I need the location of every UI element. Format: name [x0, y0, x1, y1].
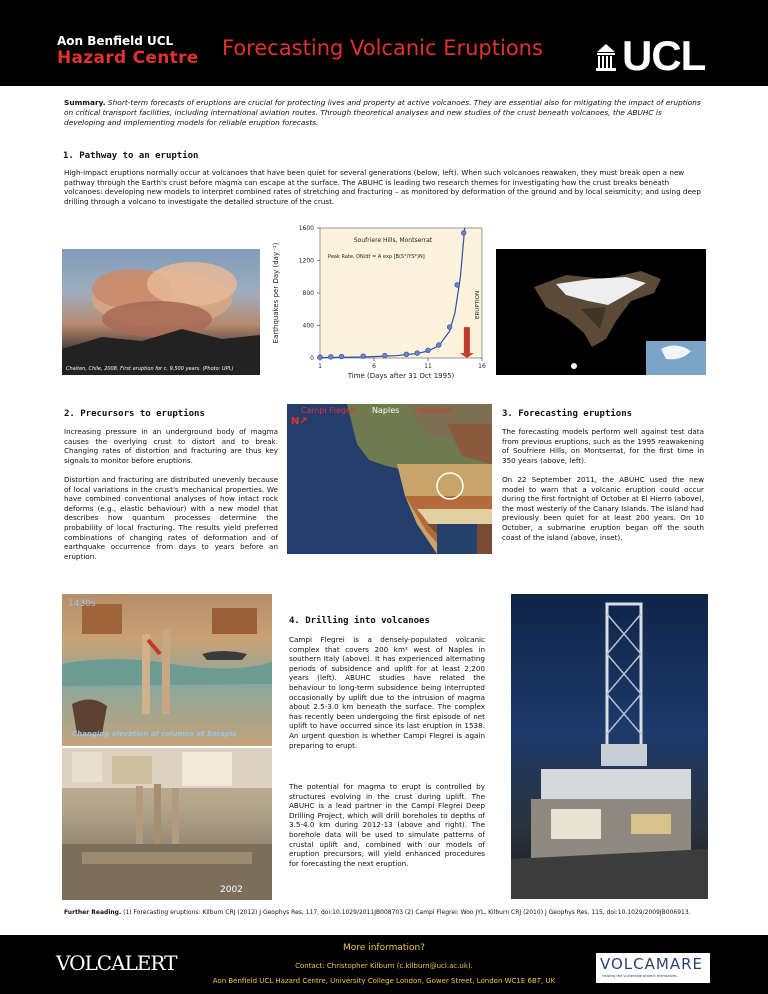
serapis-ruins-image — [62, 748, 272, 900]
chaiten-photo-caption: Chaiten, Chile, 2008. First eruption for c. 9,500 years. (Photo: UPI.) — [66, 366, 234, 372]
section4-para2: The potential for magma to erupt is controlled by structures evolving in the crust during uplift. The ABUHC is a lead partner in the Campi Flegrei Deep Drilling Project, which will drill boreholes to depths of 3.5-4.0 km during 2012-13 (above and right). The borehole data will be used to simulate patterns of crustal uplift and, combined with our models of eruption precursors, will yield enhanced procedures for forecasting the next eruption. — [289, 782, 485, 868]
y-tick-label: 0 — [310, 355, 314, 362]
data-point — [361, 354, 366, 359]
poster-title: Forecasting Volcanic Eruptions — [222, 36, 543, 60]
volcalert-logo: VOLCALERT — [56, 951, 177, 975]
data-point — [404, 352, 409, 357]
more-info-heading: More information? — [343, 943, 425, 953]
chart-title: Soufriere Hills, Montserrat — [353, 237, 433, 244]
section1-text: High-impact eruptions normally occur at volcanoes that have been quiet for several generations (below, left). When such volcanoes reawaken, they must break open a new pathway through the Earth's crust before magma can escape at the surface. The ABUHC is leading two research themes for investigating how the crust breaks beneath volcanoes: developing new models to interpret combined rates of stretching and fracturing – as monitored by deformation of the ground and by local seismicity; and using deep drilling through a volcano to investigate the detailed structure of the crust. — [64, 168, 701, 206]
summary-label: Summary. — [64, 98, 106, 107]
data-point — [318, 355, 323, 360]
data-point — [461, 230, 466, 235]
address-line: Aon Benfield UCL Hazard Centre, University College London, Gower Street, London WC1E 6BT, UK — [212, 977, 556, 985]
drilling-rig-image — [511, 594, 708, 899]
summary — [64, 98, 704, 128]
data-point — [455, 282, 460, 287]
y-tick-label: 1200 — [298, 257, 314, 265]
chaiten-eruption-photo — [62, 249, 260, 375]
eruption-annotation: ERUPTION — [475, 290, 481, 319]
volcamare-logo — [596, 953, 710, 983]
serapis-year-2002: 2002 — [220, 885, 243, 895]
portico-icon — [595, 42, 617, 72]
chart-equation: Peak Rate, DN/dt = A exp [B(S°/YS*)N] — [328, 254, 425, 260]
ucl-logo — [595, 32, 719, 80]
north-label: N — [291, 416, 300, 427]
earthquake-rate-plot — [268, 222, 488, 380]
map-label-naples: Naples — [372, 406, 400, 415]
map-satellite-image — [287, 404, 492, 554]
island-satellite-image — [496, 249, 706, 375]
data-point — [339, 354, 344, 359]
volcamare-logo-text: VOLCAMARE — [600, 955, 703, 973]
data-point — [382, 353, 387, 358]
data-point — [447, 325, 452, 330]
data-point — [426, 348, 431, 353]
el-hierro-satellite-photo — [496, 249, 706, 375]
data-point — [415, 351, 420, 356]
eruption-plume-image — [62, 249, 260, 375]
y-axis-label: Earthquakes per Day (day⁻¹) — [272, 242, 280, 344]
north-arrow-icon: N↗ — [291, 416, 308, 427]
further-reading-text: (1) Forecasting eruptions: Kilburn CRJ (2012) J Geophys Res, 117, doi:10.1029/2011JB008703 (2) Campi Flegrei: Woo JYL, Kilburn CRJ (2010) J Geophys Res, 115, doi:10.1029/2009JB006913. — [121, 909, 691, 916]
section1-heading: 1. Pathway to an eruption — [63, 151, 199, 161]
poster-footer — [0, 935, 768, 994]
section2-para1: Increasing pressure in an underground body of magma causes the overlying crust to distort and to break. Changing rates of distortion and fracturing are thus key signals to monitor before eruptions. — [64, 427, 278, 465]
medieval-painting-image — [62, 594, 272, 746]
further-reading-label: Further Reading. — [64, 909, 122, 916]
y-tick-label: 800 — [302, 290, 314, 297]
serapis-2002-photo — [62, 748, 272, 900]
x-axis-label: Time (Days after 31 Oct 1995) — [347, 372, 455, 380]
serapis-year-1430s: 1430s — [68, 599, 96, 609]
serapis-1430s-painting — [62, 594, 272, 746]
section4-heading: 4. Drilling into volcanoes — [289, 616, 430, 626]
map-label-vesuvius: Vesuvius — [417, 406, 453, 415]
eruption-arrow-shaft — [464, 327, 470, 353]
campi-flegrei-map — [287, 404, 492, 554]
summary-text: Short-term forecasts of eruptions are crucial for protecting lives and property at active volcanoes. They are essential also for mitigating the impact of eruptions on critical transport facilities, including international aviation routes. Through theoretical analyses and new studies of the crust beneath volcanoes, the ABUHC is developing and implementing models for reliable eruption forecasts. — [64, 98, 701, 127]
contact-line: Contact: Christopher Kilburn (c.kilburn@ucl.ac.uk). — [295, 962, 473, 970]
x-tick-label: 6 — [372, 363, 376, 370]
x-tick-label: 16 — [478, 363, 486, 370]
x-tick-label: 1 — [318, 363, 322, 370]
section3-heading: 3. Forecasting eruptions — [502, 409, 633, 419]
section2-heading: 2. Precursors to eruptions — [64, 409, 205, 419]
section3-para2: On 22 September 2011, the ABUHC used the new model to warn that a volcanic eruption could occur during the first fortnight of October at El Hierro (above), the most westerly of the Canary Islands. The island had previously been quiet for at least 200 years. On 10 October, a submarine eruption began off the south coast of the island (above, inset). — [502, 475, 705, 542]
further-reading — [64, 909, 714, 917]
section4-para1: Campi Flegrei is a densely-populated volcanic complex that covers 200 km² west of Naples in southern Italy (above). It has experienced alternating periods of subsidence and uplift for at least 2,200 years (left). ABUHC studies have related the behaviour to long-term subsidence being interrupted occasionally by uplift due to the intrusion of magma about 2.5-3.0 km beneath the surface. The complex has recently been undergoing the first episode of net uplift to have occurred since its last eruption in 1538. An urgent question is whether Campi Flegrei is again preparing to erupt. — [289, 635, 485, 750]
data-point — [436, 343, 441, 348]
org-subname: Hazard Centre — [57, 48, 199, 68]
org-name: Aon Benfield UCL — [57, 34, 174, 48]
serapis-caption: Changing elevation of columns at Serapis — [72, 730, 237, 738]
earthquake-rate-chart — [268, 222, 488, 380]
volcamare-logo-tagline: Helping the vulnerable protect themselves — [602, 974, 677, 978]
ucl-logo-text: UCL — [622, 32, 706, 79]
x-tick-label: 11 — [424, 363, 432, 370]
map-label-campi-flegrei: Campi Flegrei — [301, 406, 357, 415]
section2-para2: Distortion and fracturing are distributed unevenly because of local variations in the crust's mechanical properties. We have combined conventional analyses of how intact rock deforms (e.g., elastic behaviour) with a new model that describes how quantum processes determine the probability of local fracturing. The results yield preferred combinations of changing rates of deformation and of earthquake occurrence from days to years before an eruption. — [64, 475, 278, 561]
drilling-rig-photo — [511, 594, 708, 899]
section3-para1: The forecasting models perform well against test data from previous eruptions, such as the 1995 reawakening of Soufriere Hills, on Montserrat, for the first time in 350 years (above, left). — [502, 427, 704, 465]
y-tick-label: 1600 — [298, 225, 314, 232]
y-tick-label: 400 — [302, 322, 314, 330]
data-point — [328, 354, 333, 359]
poster-header — [0, 0, 768, 86]
